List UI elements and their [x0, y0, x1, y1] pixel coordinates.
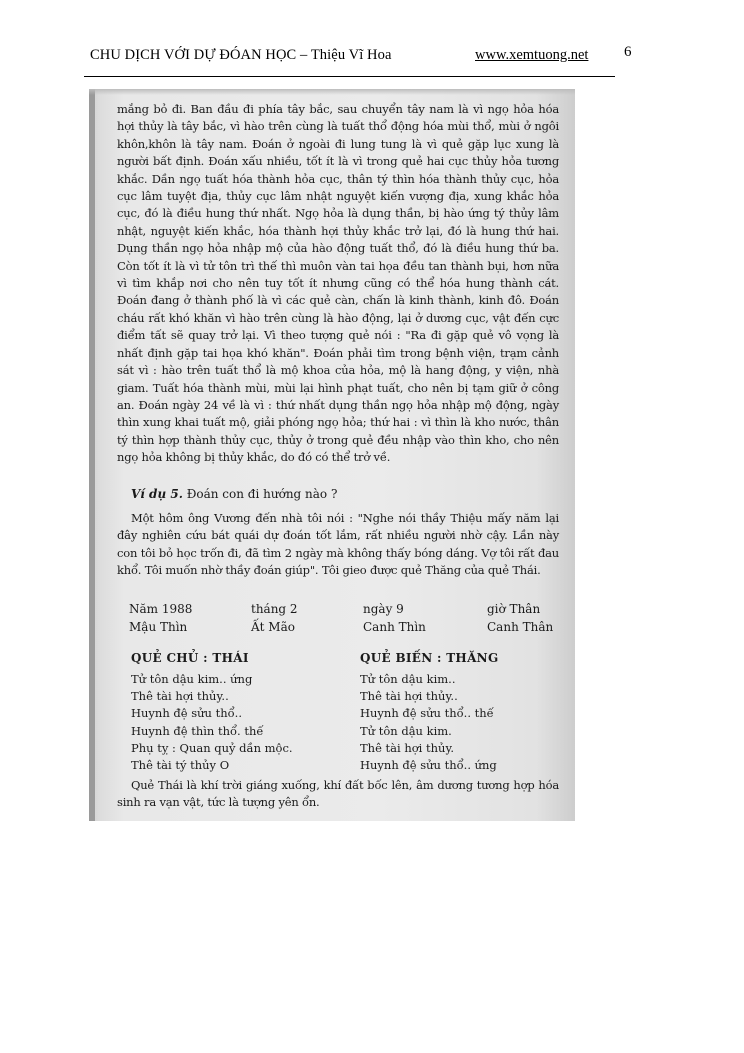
- body-paragraph-3: Quẻ Thái là khí trời giáng xuống, khí đất bốc lên, âm dương tương hợp hóa sinh ra vạn vật, tức là tượng yên ổn.: [117, 778, 559, 810]
- example-label: Ví dụ 5.: [131, 487, 183, 501]
- main-gua-line: Huynh đệ thìn thổ. thế: [131, 723, 264, 738]
- header-title: CHU DỊCH VỚI DỰ ĐÓAN HỌC – Thiệu Vĩ Hoa: [90, 47, 392, 63]
- ganzhi-year: Mậu Thìn: [129, 620, 188, 634]
- main-gua-line: Thê tài hợi thủy..: [131, 689, 229, 704]
- main-gua-lines: [131, 671, 351, 774]
- main-gua-line: Tử tôn dậu kim.. ứng: [131, 672, 253, 686]
- changed-gua-lines: [360, 671, 560, 774]
- main-gua-line: Phụ tỵ : Quan quỷ dần mộc.: [131, 740, 293, 755]
- page-number: 6: [624, 44, 632, 60]
- ganzhi-month: Ất Mão: [251, 620, 295, 634]
- ganzhi-hour: Canh Thân: [487, 620, 554, 634]
- date-year: Năm 1988: [129, 602, 193, 616]
- header-url-link[interactable]: www.xemtuong.net: [475, 47, 589, 63]
- date-day: ngày 9: [363, 602, 404, 616]
- changed-gua-heading: QUẺ BIẾN : THĂNG: [360, 651, 499, 665]
- changed-gua-line: Thê tài hợi thủy.: [360, 740, 455, 755]
- changed-gua-line: Tử tôn dậu kim..: [360, 672, 456, 686]
- body-paragraph-1: mắng bỏ đi. Ban đầu đi phía tây bắc, sau chuyển tây nam là vì ngọ hỏa hóa hợi thủy là tây bắc, vì hào trên cùng là tuất thổ động hóa mùi thổ, mùi ở ngôi khôn,khôn là tây nam. Đoán ở ngoài đi lung tung là vì quẻ gặp lục xung là người bất định. Đoán xấu nhiều, tốt ít là vì trong quẻ hai cục thủy hỏa tương khắc. Dần ngọ tuất hóa thành hỏa cục, thân tý thìn hóa thành thủy cục, hỏa cục lâm tuyệt địa, thủy cục lâm nhật nguyệt kiến vượng địa, xung khắc hỏa cục, đó là điều hung thứ nhất. Ngọ hỏa là dụng thần, bị hào ứng tý thủy lâm nhật, nguyệt kiến khắc, hóa thành hợi thủy khắc trở lại, đó là hung thứ hai. Dụng thần ngọ hỏa nhập mộ của hào động tuất thổ, đó là điều hung thứ ba. Còn tốt ít là vì tử tôn trì thế thì muôn vàn tai họa đều tan thành bụi, hơn nữa vì tìm khắp nơi cho nên tuy tốt ít nhưng cũng có thể hóa hung thành cát. Đoán đang ở thành phố là vì các quẻ càn, chấn là kinh thành, kinh đô. Đoán cháu rất khó khăn vì hào trên cùng là hào động, lại ở dương cục, vật đến cực điểm tất sẽ quay trở lại. Vì theo tượng quẻ nói : "Ra đi gặp quẻ vô vọng là nhất định gặp tai họa khó khăn". Đoán phải tìm trong bệnh viện, trạm cảnh sát vì : hào trên tuất thổ là mộ khoa của hỏa, mộ là hang động, y viện, nhà giam. Tuất hóa thành mùi, mùi lại hình phạt tuất, cho nên bị tạm giữ ở công an. Đoán ngày 24 về là vì : thứ nhất dụng thần ngọ hỏa nhập mộ động, ngày thìn xung khai tuất mộ, giải phóng ngọ hỏa; thứ hai : vì thìn là kho nước, thân tý thìn hợp thành thủy cục, thủy ở trong quẻ đều nhập vào thìn kho, cho nên ngọ hỏa không bị thủy khắc, do đó có thể trở về.: [117, 102, 559, 465]
- date-hour: giờ Thân: [487, 602, 541, 616]
- main-gua-heading: QUẺ CHỦ : THÁI: [131, 651, 249, 665]
- scanned-page-image: [89, 89, 575, 821]
- example-title: Đoán con đi hướng nào ?: [186, 487, 338, 501]
- date-month: tháng 2: [251, 602, 298, 616]
- changed-gua-line: Tử tôn dậu kim.: [360, 723, 452, 738]
- scan-edge-shadow: [89, 89, 95, 821]
- ganzhi-day: Canh Thìn: [363, 620, 426, 634]
- example-heading: [131, 487, 337, 501]
- changed-gua-line: Huynh đệ sửu thổ.. ứng: [360, 758, 497, 773]
- main-gua-line: Thê tài tý thủy O: [131, 758, 230, 773]
- changed-gua-line: Huynh đệ sửu thổ.. thế: [360, 706, 494, 721]
- changed-gua-line: Thê tài hợi thủy..: [360, 689, 458, 704]
- body-paragraph-2: Một hôm ông Vương đến nhà tôi nói : "Nghe nói thầy Thiệu mấy năm lại đây nghiên cứu bát quái dự đoán tốt lắm, rất nhiều người nhờ cậy. Lần này con tôi bỏ học trốn đi, đã tìm 2 ngày mà không thấy bóng dáng. Vợ tôi rất đau khổ. Tôi muốn nhờ thầy đoán giúp". Tôi gieo được quẻ Thăng của quẻ Thái.: [117, 511, 559, 578]
- main-gua-line: Huynh đệ sửu thổ..: [131, 706, 242, 721]
- scan-top-shadow: [89, 89, 575, 95]
- header-divider: [84, 76, 615, 77]
